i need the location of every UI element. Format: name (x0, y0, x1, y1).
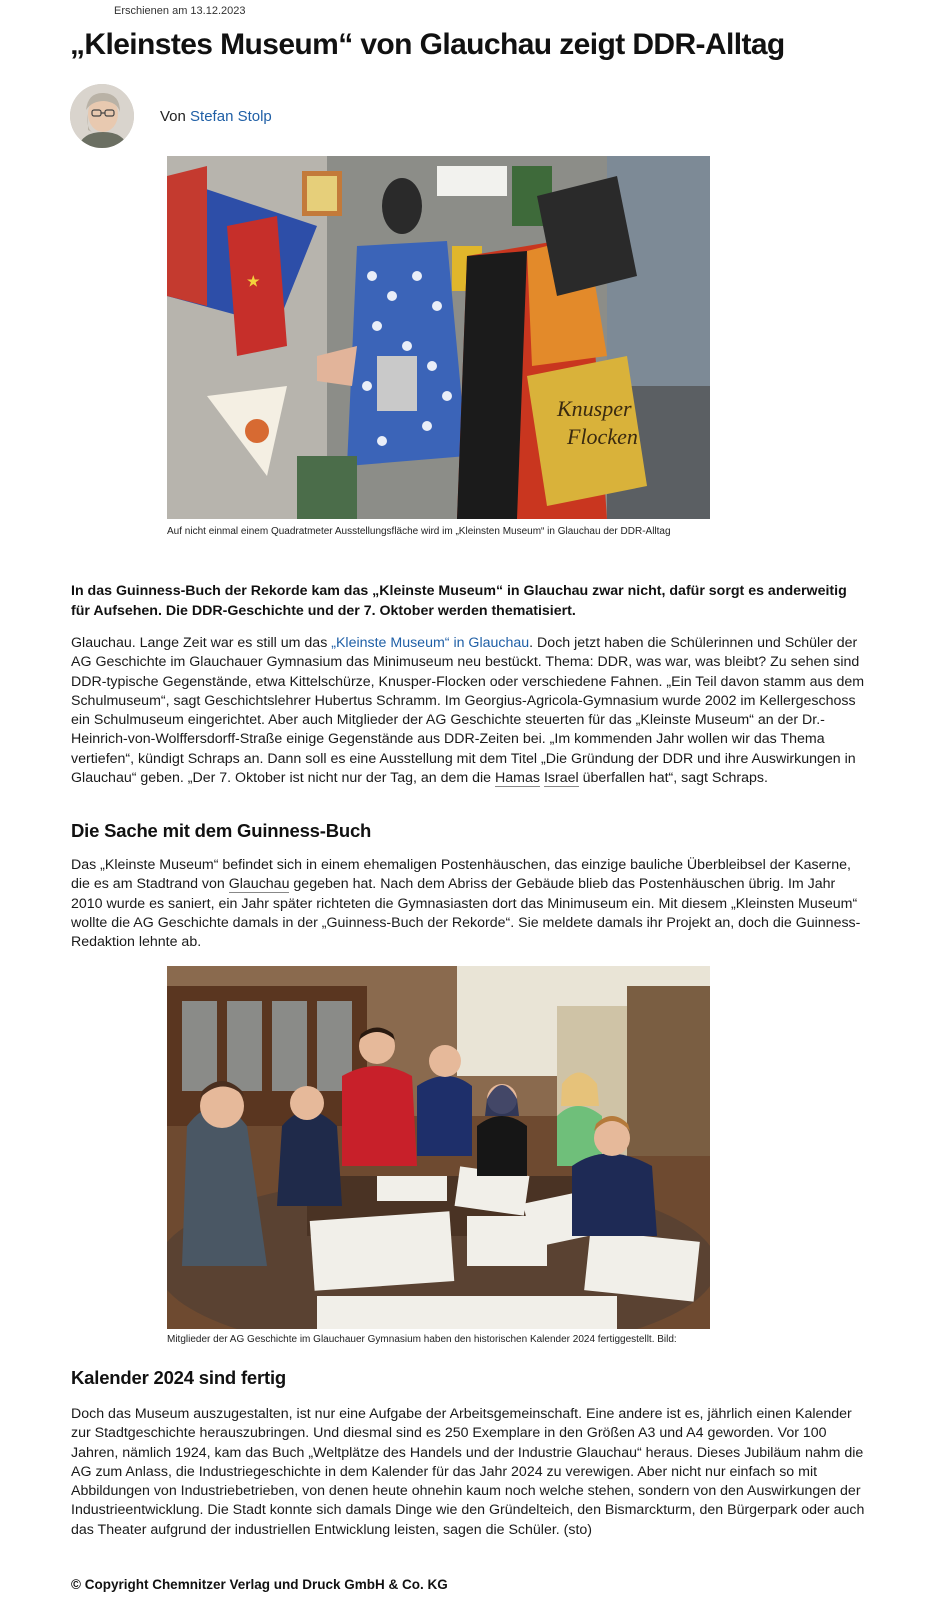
bag-label-2: Flocken (567, 424, 638, 449)
publication-date: Erschienen am 13.12.2023 (114, 5, 246, 17)
byline-prefix: Von (160, 108, 186, 125)
p2-text-a: Das „Kleinste Museum“ befindet sich in einem ehemaligen Postenhäuschen, das einzige bauliche Überbleibsel der Kaserne, die es am Stadtrand von (71, 857, 851, 893)
students-calendar-illustration (167, 966, 710, 1329)
subheading-guinness: Die Sache mit dem Guinness-Buch (71, 820, 372, 841)
bag-label-1: Knusper (557, 396, 632, 421)
tag-hamas[interactable]: Hamas (495, 770, 540, 787)
tag-glauchau[interactable]: Glauchau (228, 876, 290, 893)
byline (160, 108, 272, 125)
museum-exhibit-illustration (167, 156, 710, 519)
paragraph-1 (71, 634, 866, 788)
museum-photo[interactable] (167, 156, 710, 519)
subheading-calendar: Kalender 2024 sind fertig (71, 1367, 287, 1388)
p1-text-a: Glauchau. Lange Zeit war es still um das (71, 635, 332, 651)
p2-text-b: gegeben hat. Nach dem Abriss der Gebäude blieb das Postenhäuschen übrig. Im Jahr 2010 wurde es saniert, ein Jahr später richteten die Gymnasiasten dort das Minimuseum ein. Mit diesem „Kleinsten Museum“ wollte die AG Geschichte damals in der „Guinness-Buch der Rekorde“. Sie meldete damals ihr Projekt an, doch die Guinness-Redaktion lehnte ab. (71, 876, 861, 951)
figure2-caption: Mitglieder der AG Geschichte im Glauchauer Gymnasium haben den historischen Kalender 2024 fertiggestellt. Bild: (167, 1334, 677, 1345)
paragraph-2 (71, 856, 866, 952)
article-headline: „Kleinstes Museum“ von Glauchau zeigt DDR-Alltag (70, 28, 785, 61)
p1-text-b: . Doch jetzt haben die Schülerinnen und Schüler der AG Geschichte im Glauchauer Gymnasium das Minimuseum neu bestückt. Thema: DDR, was war, was bleibt? Zu sehen sind DDR-typische Gegenstände, etwa Kittelschürze, Knusper-Flocken oder verschiedene Fahnen. „Ein Teil davon stamm aus dem Schulmuseum“, sagt Geschichtslehrer Hubertus Schramm. Im Georgius-Agricola-Gymnasium wurde 2002 im Kellergeschoss ein Schulmuseum eingerichtet. Aber auch Mitglieder der AG Geschichte steuerten für das „Kleinste Museum“ an der Dr.-Heinrich-von-Wolffersdorff-Straße einige Gegenstände aus DDR-Zeiten bei. „Im kommenden Jahr wollen wir das Thema vertiefen“, kündigt Schraps an. Dann soll es eine Ausstellung mit dem Titel „Die Gründung der DDR und ihre Auswirkungen in Glauchau“ geben. „Der 7. Oktober ist nicht nur der Tag, an dem die (71, 635, 865, 787)
paragraph-3: Doch das Museum auszugestalten, ist nur eine Aufgabe der Arbeitsgemeinschaft. Eine andere ist es, jährlich einen Kalender zur Stadtgeschichte herauszubringen. Und diesmal sind es 250 Exemplare in den Größen A3 und A4 geworden. Vor 100 Jahren, nämlich 1924, kam das Buch „Weltplätze des Handels und der Industrie Glauchau“ heraus. Dieses Jubiläum nahm die AG zum Anlass, die Industriegeschichte in dem Kalender für das Jahr 2024 zu verewigen. Aber nicht nur einfach so mit Abbildungen von Industriebetrieben, von denen heute ohnehin kaum noch welche stehen, sondern von den Auswirkungen der Industrieentwicklung. Die Stadt konnte sich damals Dinge wie den Gründelteich, den Bismarckturm, den Bürgerpark oder auch das Theater aufgrund der industriellen Entwicklung leisten, sagen die Schüler. (sto) (71, 1406, 865, 1538)
article-lead: In das Guinness-Buch der Rekorde kam das „Kleinste Museum“ in Glauchau zwar nicht, dafür sorgt es anderweitig für Aufsehen. Die DDR-Geschichte und der 7. Oktober werden thematisiert. (71, 583, 847, 619)
author-avatar[interactable] (70, 84, 134, 148)
students-photo[interactable] (167, 966, 710, 1329)
svg-text:★: ★ (247, 273, 260, 289)
author-link[interactable]: Stefan Stolp (190, 108, 272, 125)
author-portrait-image (70, 84, 134, 148)
copyright-notice: © Copyright Chemnitzer Verlag und Druck GmbH & Co. KG (71, 1577, 448, 1592)
p1-text-d: überfallen hat“, sagt Schraps. (578, 770, 768, 787)
tag-israel[interactable]: Israel (543, 770, 579, 787)
museum-article-link[interactable]: „Kleinste Museum“ in Glauchau (331, 635, 530, 651)
figure1-caption: Auf nicht einmal einem Quadratmeter Ausstellungsfläche wird im „Kleinsten Museum“ in Glauchau der DDR-Alltag (167, 526, 671, 537)
